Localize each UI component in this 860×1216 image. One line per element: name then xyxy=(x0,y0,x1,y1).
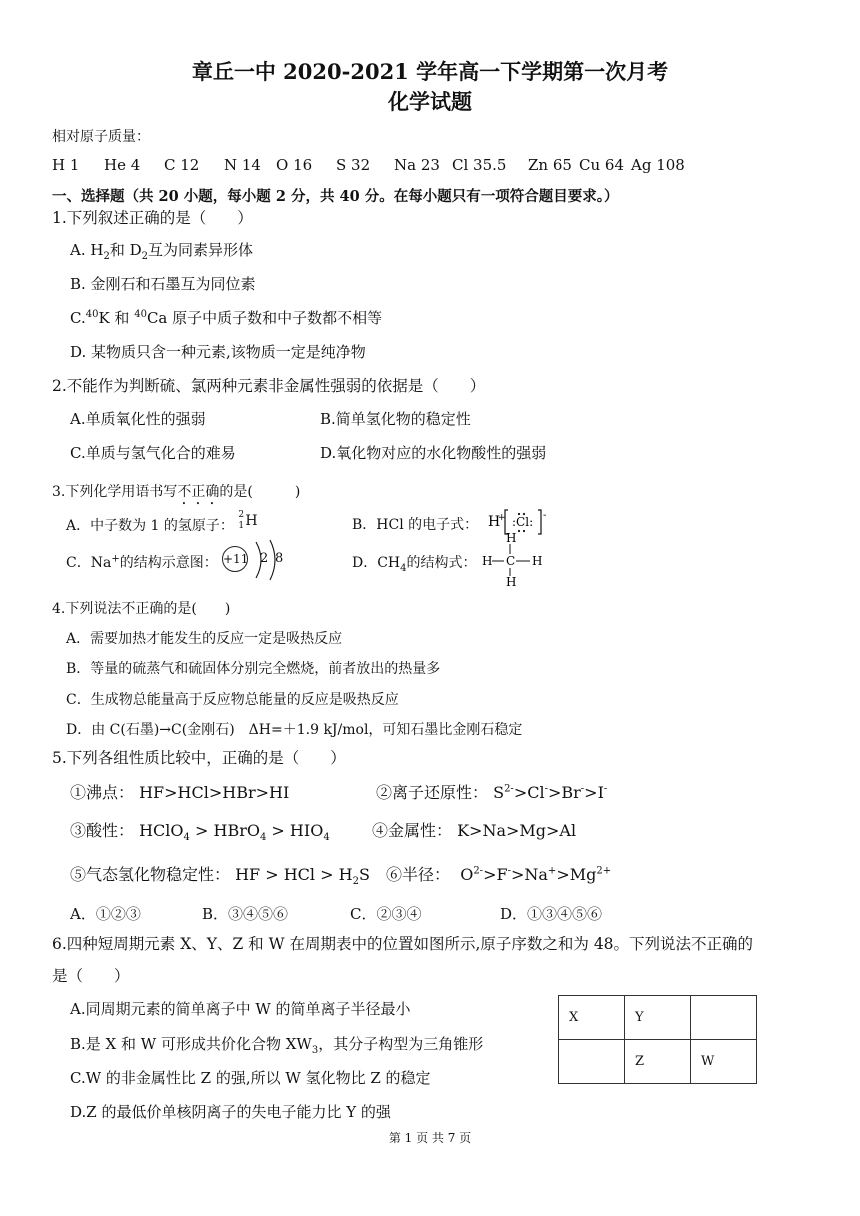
question-5-option-d: D．①③④⑤⑥ xyxy=(500,905,603,923)
question-2-option-d: D.氧化物对应的水化物酸性的强弱 xyxy=(320,444,547,462)
methane-structural-formula xyxy=(478,530,548,590)
question-5-option-a: A．①②③ xyxy=(70,905,141,923)
question-4-option-a: A．需要加热才能发生的反应一定是吸热反应 xyxy=(66,631,343,647)
question-5-item-2: ②离子还原性： $S^{2-}>Cl^->Br^->I^-$ xyxy=(376,783,608,802)
svg-text:H: H xyxy=(488,514,501,530)
svg-text:H: H xyxy=(506,575,517,589)
nucleus-circle: +11 xyxy=(222,546,248,572)
emphasis-text: 不正确 xyxy=(177,484,220,500)
atomic-mass-item: Ag 108 xyxy=(631,156,685,174)
question-2-option-c: C.单质与氢气化合的难易 xyxy=(70,444,236,462)
question-6-stem: 6.四种短周期元素 X、Y、Z 和 W 在周期表中的位置如图所示,原子序数之和为 48。下列说法不正确的 xyxy=(52,935,754,953)
table-cell: X xyxy=(559,996,625,1040)
atomic-mass-list xyxy=(52,156,685,174)
question-2-option-a: A.单质氧化性的强弱 xyxy=(70,410,206,428)
svg-text:+: + xyxy=(498,513,506,523)
atomic-mass-item: H 1 xyxy=(52,156,80,174)
question-1-option-a: A. $H_2$和 $D_2$互为同素异形体 xyxy=(70,241,254,262)
atomic-mass-item: Cu 64 xyxy=(579,156,624,174)
question-3-stem: 3.下列化学用语书写不正确的是( ) xyxy=(52,484,301,500)
question-6-option-b: B.是 X 和 W 可形成共价化合物 $XW_3$，其分子构型为三角锥形 xyxy=(70,1035,484,1056)
question-1-stem: 1.下列叙述正确的是（ ） xyxy=(52,209,253,227)
question-6-option-a: A.同周期元素的简单离子中 W 的简单离子半径最小 xyxy=(70,1000,411,1018)
atomic-mass-item: C 12 xyxy=(164,156,200,174)
svg-text:C: C xyxy=(506,554,516,568)
question-5-option-c: C．②③④ xyxy=(350,905,422,923)
question-4-option-b: B．等量的硫蒸气和硫固体分别完全燃烧，前者放出的热量多 xyxy=(66,661,441,677)
section-heading: 一、选择题（共 20 小题，每小题 2 分，共 40 分。在每小题只有一项符合题目要求。） xyxy=(52,188,619,205)
atomic-mass-item: Cl 35.5 xyxy=(452,156,507,174)
question-5-option-b: B．③④⑤⑥ xyxy=(202,905,289,923)
atomic-mass-item: Na 23 xyxy=(394,156,440,174)
question-3-option-c: C．Na+的结构示意图： xyxy=(66,553,218,571)
page-title: 章丘一中 2020-2021 学年高一下学期第一次月考 xyxy=(191,59,669,84)
atomic-mass-item: N 14 xyxy=(224,156,261,174)
page-footer: 第 1 页 共 7 页 xyxy=(388,1131,472,1145)
question-3-option-d: D．$CH_4$的结构式： xyxy=(352,555,477,574)
question-5-item-4: ④金属性： K>Na>Mg>Al xyxy=(372,821,577,840)
question-5-item-1: ①沸点： HF>HCl>HBr>HI xyxy=(70,783,290,802)
question-5-item-6: ⑥半径： $O^{2-}>F^->Na^+>Mg^{2+}$ xyxy=(386,865,612,884)
question-4-stem: 4.下列说法不正确的是( ) xyxy=(52,601,231,617)
question-6-option-d: D.Z 的最低价单核阴离子的失电子能力比 Y 的强 xyxy=(70,1103,391,1121)
atomic-mass-item: Zn 65 xyxy=(528,156,572,174)
table-cell xyxy=(691,996,757,1040)
table-cell: W xyxy=(691,1040,757,1084)
question-6-stem-continued: 是（ ） xyxy=(52,967,130,985)
periodic-table-fragment xyxy=(558,995,757,1084)
svg-text:-: - xyxy=(543,510,547,521)
sodium-ion-structure-diagram xyxy=(222,546,292,576)
question-4-option-d: D．由 C(石墨)→C(金刚石) ΔH=＋1.9 kJ/mol，可知石墨比金刚石稳定 xyxy=(66,722,523,738)
svg-text:H: H xyxy=(482,554,493,568)
question-2-stem: 2.不能作为判断硫、氯两种元素非金属性强弱的依据是（ ） xyxy=(52,377,486,395)
atomic-mass-item: S 32 xyxy=(336,156,371,174)
page-subtitle: 化学试题 xyxy=(388,89,472,114)
question-4-option-c: C．生成物总能量高于反应物总能量的反应是吸热反应 xyxy=(66,692,399,708)
atomic-mass-item: He 4 xyxy=(104,156,141,174)
question-1-option-d: D. 某物质只含一种元素,该物质一定是纯净物 xyxy=(70,343,366,361)
table-cell xyxy=(559,1040,625,1084)
shell-electrons-2: 8 xyxy=(275,551,284,566)
atomic-mass-label: 相对原子质量： xyxy=(52,129,150,145)
hydrogen-isotope-symbol: 2 1 H xyxy=(238,510,258,531)
table-cell: Y xyxy=(625,996,691,1040)
question-2-option-b: B.简单氢化物的稳定性 xyxy=(320,410,471,428)
table-cell: Z xyxy=(625,1040,691,1084)
question-3-option-b: B．HCl 的电子式： xyxy=(352,517,479,533)
atomic-mass-item: O 16 xyxy=(276,156,313,174)
question-5-stem: 5.下列各组性质比较中，正确的是（ ） xyxy=(52,749,346,767)
question-1-option-c: C.$^{40}$K 和 $^{40}$Ca 原子中质子数和中子数都不相等 xyxy=(70,309,383,327)
question-5-item-5: ⑤气态氢化物稳定性： HF > HCl > $H_2S$ xyxy=(70,865,370,888)
question-3-option-a: A．中子数为 1 的氢原子： 2 1 H xyxy=(66,514,260,535)
svg-text:H: H xyxy=(532,554,543,568)
question-5-item-3: ③酸性： HClO$_4$ > HBrO$_4$ > $HIO_4$ xyxy=(70,821,330,844)
svg-text:H: H xyxy=(506,531,517,545)
svg-text::Cl:: :Cl: xyxy=(512,515,534,529)
question-1-option-b: B. 金刚石和石墨互为同位素 xyxy=(70,275,256,293)
question-6-option-c: C.W 的非金属性比 Z 的强,所以 W 氢化物比 Z 的稳定 xyxy=(70,1069,431,1087)
shell-electrons-1: 2 xyxy=(260,551,269,566)
